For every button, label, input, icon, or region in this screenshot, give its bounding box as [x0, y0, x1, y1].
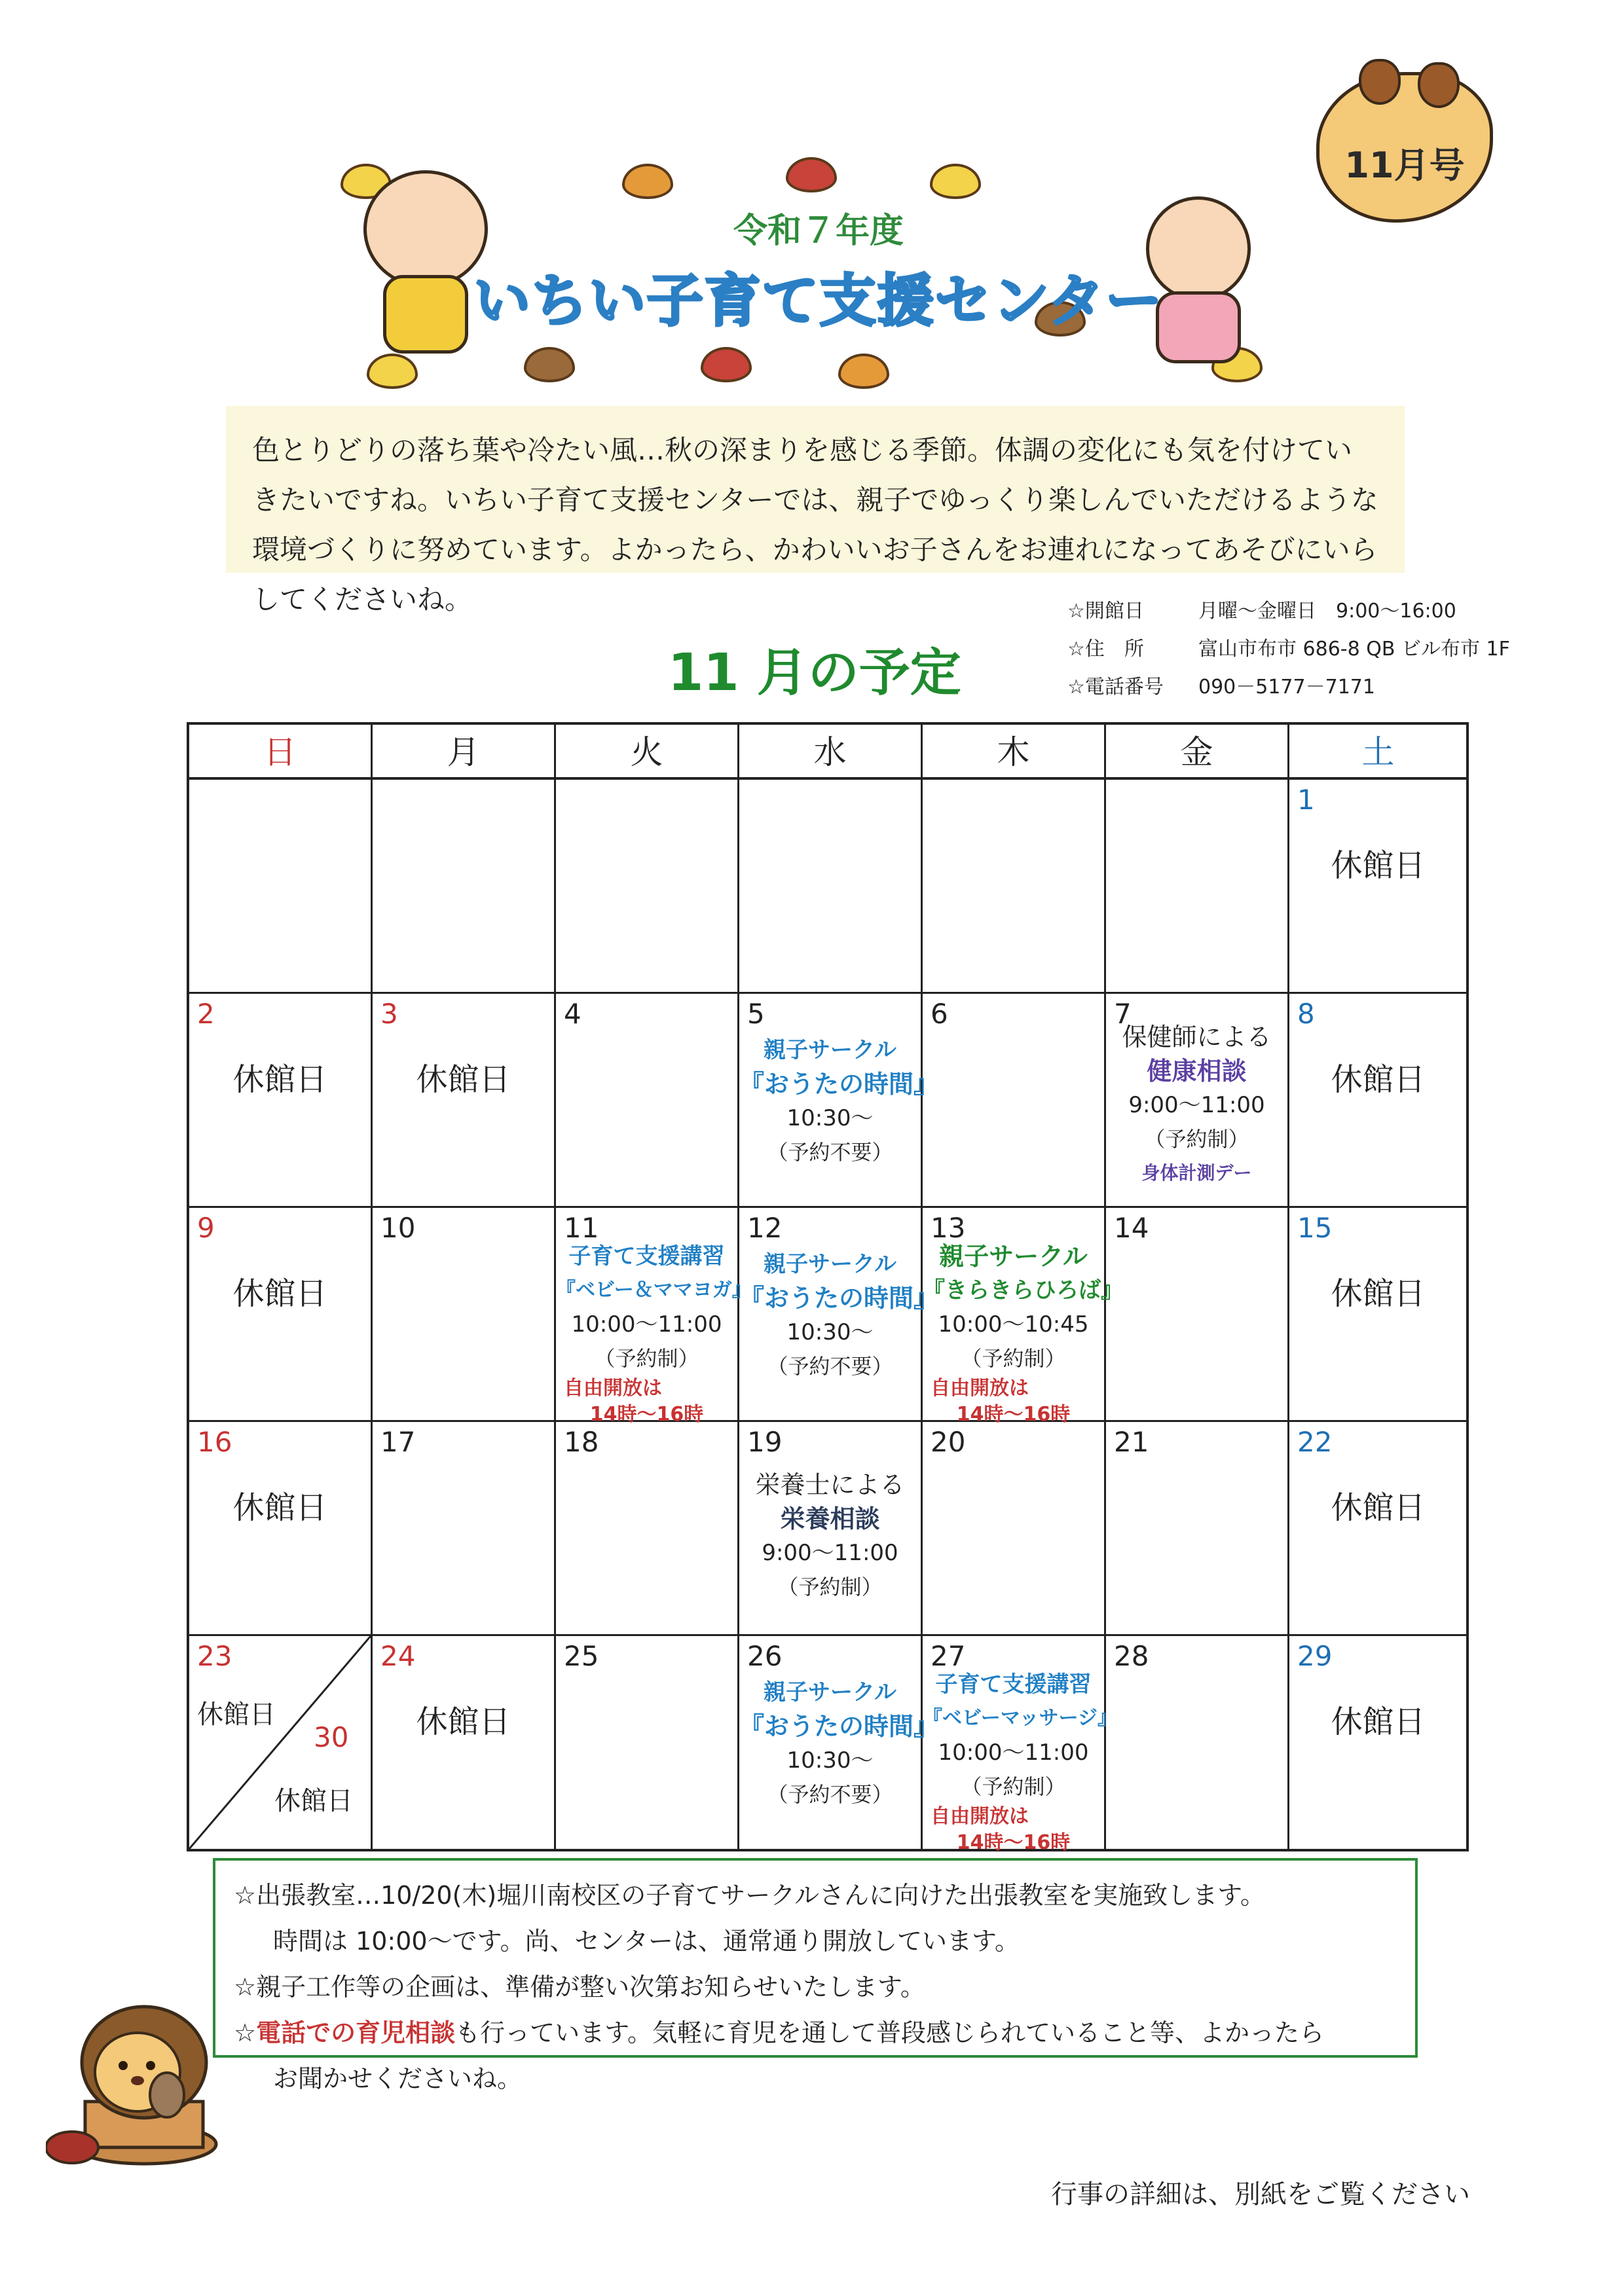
day-number: 27	[931, 1640, 966, 1672]
calendar-cell-2	[189, 994, 373, 1208]
event-category: 親子サークル	[939, 1242, 1088, 1271]
event-title: 『おうたの時間』	[739, 1712, 939, 1741]
event-title: 『おうたの時間』	[739, 1070, 939, 1099]
closed-label: 休館日	[1331, 1489, 1426, 1526]
day-number: 14	[1114, 1212, 1149, 1244]
closed-label: 休館日	[1331, 847, 1426, 884]
event-block	[739, 1468, 921, 1604]
calendar-cell-5	[739, 994, 939, 1208]
event-title: 『おうたの時間』	[739, 1284, 939, 1313]
phone-value: 090－5177－7171	[1198, 676, 1375, 699]
closed-label: 休館日	[1331, 1275, 1426, 1312]
calendar-cell-1	[1289, 780, 1467, 994]
event-note: （予約不要）	[767, 1140, 893, 1165]
day-number: 17	[380, 1426, 416, 1458]
calendar-cell-empty	[923, 780, 1106, 994]
closed-label: 休館日	[197, 1700, 276, 1730]
calendar-cell-empty	[1106, 780, 1289, 994]
event-category: 子育て支援講習	[568, 1243, 725, 1269]
calendar-cell-28	[1106, 1636, 1289, 1849]
event-extra: 身体計測デー	[1141, 1162, 1252, 1184]
event-note: （予約制）	[961, 1346, 1066, 1371]
event-time: 10:30～	[786, 1105, 874, 1131]
event-time: 10:00～11:00	[938, 1740, 1089, 1766]
calendar-cell-6	[923, 994, 1106, 1208]
closed-label: 休館日	[1331, 1704, 1426, 1740]
event-note: （予約制）	[1144, 1127, 1249, 1152]
event-category: 子育て支援講習	[935, 1671, 1092, 1698]
calendar-cell-empty	[556, 780, 739, 994]
weekday-sat: 土	[1289, 725, 1467, 780]
event-time: 10:00～11:00	[571, 1311, 722, 1338]
day-number: 9	[197, 1212, 215, 1244]
event-title: 『ベビー＆ママヨガ』	[556, 1279, 752, 1302]
day-number: 13	[931, 1212, 966, 1244]
day-number: 29	[1297, 1640, 1333, 1672]
note-text: も行っています。気軽に育児を通して普段感じられていること等、よかったら	[455, 2018, 1325, 2047]
free-open-label: 自由開放は	[931, 1377, 1029, 1400]
issue-badge	[1316, 72, 1493, 223]
calendar-grid	[187, 722, 1469, 1854]
event-note: （予約制）	[777, 1575, 883, 1599]
day-number: 5	[747, 998, 765, 1030]
day-number: 6	[931, 998, 948, 1030]
free-open-time: 14時～16時	[589, 1403, 704, 1426]
hedgehog-illustration	[46, 1990, 236, 2167]
note-line: お聞かせくださいね。	[273, 2064, 523, 2093]
event-title: 『ベビーマッサージ』	[923, 1707, 1117, 1730]
day-number: 30	[314, 1721, 349, 1753]
event-time: 9:00～11:00	[1128, 1092, 1265, 1118]
calendar-cell-12	[739, 1208, 939, 1422]
intro-text: 色とりどりの落ち葉や冷たい風…秋の深まりを感じる季節。体調の変化にも気を付けていきたいですね。いちい子育て支援センターでは、親子でゆっくり楽しんでいただけるような環境づくりに努めています。よかったら、かわいいお子さんをお連れになってあそびにいらしてくださいね。	[226, 406, 1405, 573]
day-number: 25	[564, 1640, 599, 1672]
calendar-cell-13	[923, 1208, 1123, 1426]
calendar-cell-29	[1289, 1636, 1467, 1849]
closed-label: 休館日	[416, 1061, 511, 1098]
calendar-cell-8	[1289, 994, 1467, 1208]
day-number: 11	[564, 1212, 599, 1244]
closed-label: 休館日	[232, 1061, 327, 1098]
day-number: 20	[931, 1426, 966, 1458]
calendar-cell-15	[1289, 1208, 1467, 1422]
note-line: 時間は 10:00～です。尚、センターは、通常通り開放しています。	[273, 1927, 1020, 1956]
calendar-cell-27	[923, 1636, 1117, 1854]
closed-label: 休館日	[232, 1275, 327, 1312]
free-open-label: 自由開放は	[564, 1377, 662, 1400]
address-value: 富山市布市 686-8 QB ビル布市 1F	[1198, 638, 1510, 661]
event-note: （予約制）	[961, 1774, 1066, 1799]
day-number: 8	[1297, 998, 1315, 1030]
day-number: 16	[197, 1426, 232, 1458]
weekday-mon: 月	[373, 725, 556, 780]
event-time: 10:30～	[786, 1747, 874, 1774]
calendar-cell-25	[556, 1636, 739, 1849]
day-number: 7	[1114, 998, 1132, 1030]
note-line: ☆出張教室…10/20(木)堀川南校区の子育てサークルさんに向けた出張教室を実施致します。	[234, 1881, 1266, 1910]
day-number: 10	[380, 1212, 416, 1244]
event-category: 親子サークル	[764, 1679, 896, 1705]
calendar-cell-empty	[739, 780, 923, 994]
day-number: 4	[564, 998, 581, 1030]
calendar-cell-9	[189, 1208, 373, 1422]
closed-label: 休館日	[416, 1704, 511, 1740]
day-number: 19	[747, 1426, 783, 1458]
event-time: 10:30～	[786, 1319, 874, 1345]
closed-label: 休館日	[232, 1489, 327, 1526]
closed-label: 休館日	[274, 1786, 353, 1816]
leaf-icon	[701, 347, 752, 382]
leaf-icon	[524, 347, 575, 382]
day-number: 12	[747, 1212, 783, 1244]
note-line	[234, 2010, 1397, 2056]
event-block	[556, 1239, 752, 1428]
event-title: 栄養相談	[780, 1504, 880, 1533]
calendar-cell-16	[189, 1422, 373, 1636]
open-days-label: ☆開館日	[1067, 600, 1144, 623]
leaf-icon	[622, 164, 673, 199]
day-number: 23	[197, 1640, 232, 1672]
day-number: 21	[1114, 1426, 1149, 1458]
weekday-tue: 火	[556, 725, 739, 780]
calendar-cell-26	[739, 1636, 939, 1849]
calendar-cell-3	[373, 994, 556, 1208]
issue-label: 11月号	[1344, 145, 1465, 186]
day-number: 18	[564, 1426, 599, 1458]
leaf-icon	[930, 164, 981, 199]
event-note: （予約不要）	[767, 1354, 893, 1379]
footer-note: 行事の詳細は、別紙をご覧ください	[1051, 2179, 1470, 2210]
header-banner	[341, 137, 1297, 399]
weekday-sun: 日	[189, 725, 373, 780]
notes-box	[213, 1858, 1418, 2093]
closed-label: 休館日	[1331, 1061, 1426, 1098]
day-number: 28	[1114, 1640, 1149, 1672]
address-label: ☆住 所	[1067, 638, 1144, 661]
calendar-cell-19	[739, 1422, 923, 1636]
calendar-cell-24	[373, 1636, 556, 1849]
event-time: 10:00～10:45	[938, 1311, 1089, 1338]
calendar-cell-empty	[189, 780, 373, 994]
event-by: 栄養士による	[755, 1470, 905, 1499]
free-open-label: 自由開放は	[931, 1805, 1029, 1828]
phone-label: ☆電話番号	[1067, 676, 1164, 699]
day-number: 24	[380, 1640, 416, 1672]
acorn-icon	[1418, 62, 1460, 108]
calendar-cell-23-30	[189, 1636, 373, 1849]
calendar-cell-20	[923, 1422, 1106, 1636]
calendar-cell-11	[556, 1208, 752, 1426]
event-block	[739, 1033, 939, 1169]
phone-consult-highlight: 電話での育児相談	[256, 2018, 456, 2047]
calendar-cell-22	[1289, 1422, 1467, 1636]
event-block	[739, 1675, 939, 1812]
weekday-fri: 金	[1106, 725, 1289, 780]
calendar-cell-21	[1106, 1422, 1289, 1636]
day-number: 1	[1297, 784, 1315, 816]
leaf-icon	[367, 354, 418, 389]
day-number: 26	[747, 1640, 783, 1672]
day-number: 22	[1297, 1426, 1333, 1458]
day-number: 2	[197, 998, 215, 1030]
free-open-time: 14時～16時	[956, 1831, 1071, 1854]
calendar-cell-7	[1106, 994, 1289, 1208]
calendar-cell-empty	[373, 780, 556, 994]
schedule-title: 11 月の予定	[668, 644, 961, 702]
day-number: 15	[1297, 1212, 1333, 1244]
event-block	[923, 1239, 1123, 1428]
event-category: 親子サークル	[764, 1037, 896, 1063]
weekday-wed: 水	[739, 725, 923, 780]
day-number: 3	[380, 998, 398, 1030]
event-note: （予約制）	[594, 1346, 699, 1371]
calendar-cell-17	[373, 1422, 556, 1636]
calendar-cell-18	[556, 1422, 739, 1636]
event-block	[923, 1667, 1117, 1856]
center-name-title: いちい子育て支援センター	[473, 268, 1164, 334]
event-category: 親子サークル	[764, 1251, 896, 1277]
event-title: 『きらきらひろば』	[923, 1277, 1123, 1303]
year-label: 令和７年度	[733, 211, 904, 251]
open-days-value: 月曜～金曜日 9:00～16:00	[1198, 600, 1456, 623]
free-open-time: 14時～16時	[956, 1403, 1071, 1426]
note-star: ☆	[234, 2018, 257, 2047]
event-block	[1106, 1020, 1287, 1190]
note-line: ☆親子工作等の企画は、準備が整い次第お知らせいたします。	[234, 1973, 925, 2001]
leaf-icon	[838, 354, 889, 389]
event-time: 9:00～11:00	[762, 1540, 898, 1566]
weekday-thu: 木	[923, 725, 1106, 780]
event-by: 保健師による	[1122, 1023, 1272, 1051]
event-note: （予約不要）	[767, 1782, 893, 1807]
event-block	[739, 1247, 939, 1383]
calendar-cell-10	[373, 1208, 556, 1422]
calendar-cell-4	[556, 994, 739, 1208]
acorn-icon	[1359, 59, 1401, 105]
center-info	[1067, 592, 1510, 706]
leaf-icon	[786, 157, 837, 192]
event-title: 健康相談	[1147, 1057, 1247, 1085]
calendar-cell-14	[1106, 1208, 1289, 1422]
